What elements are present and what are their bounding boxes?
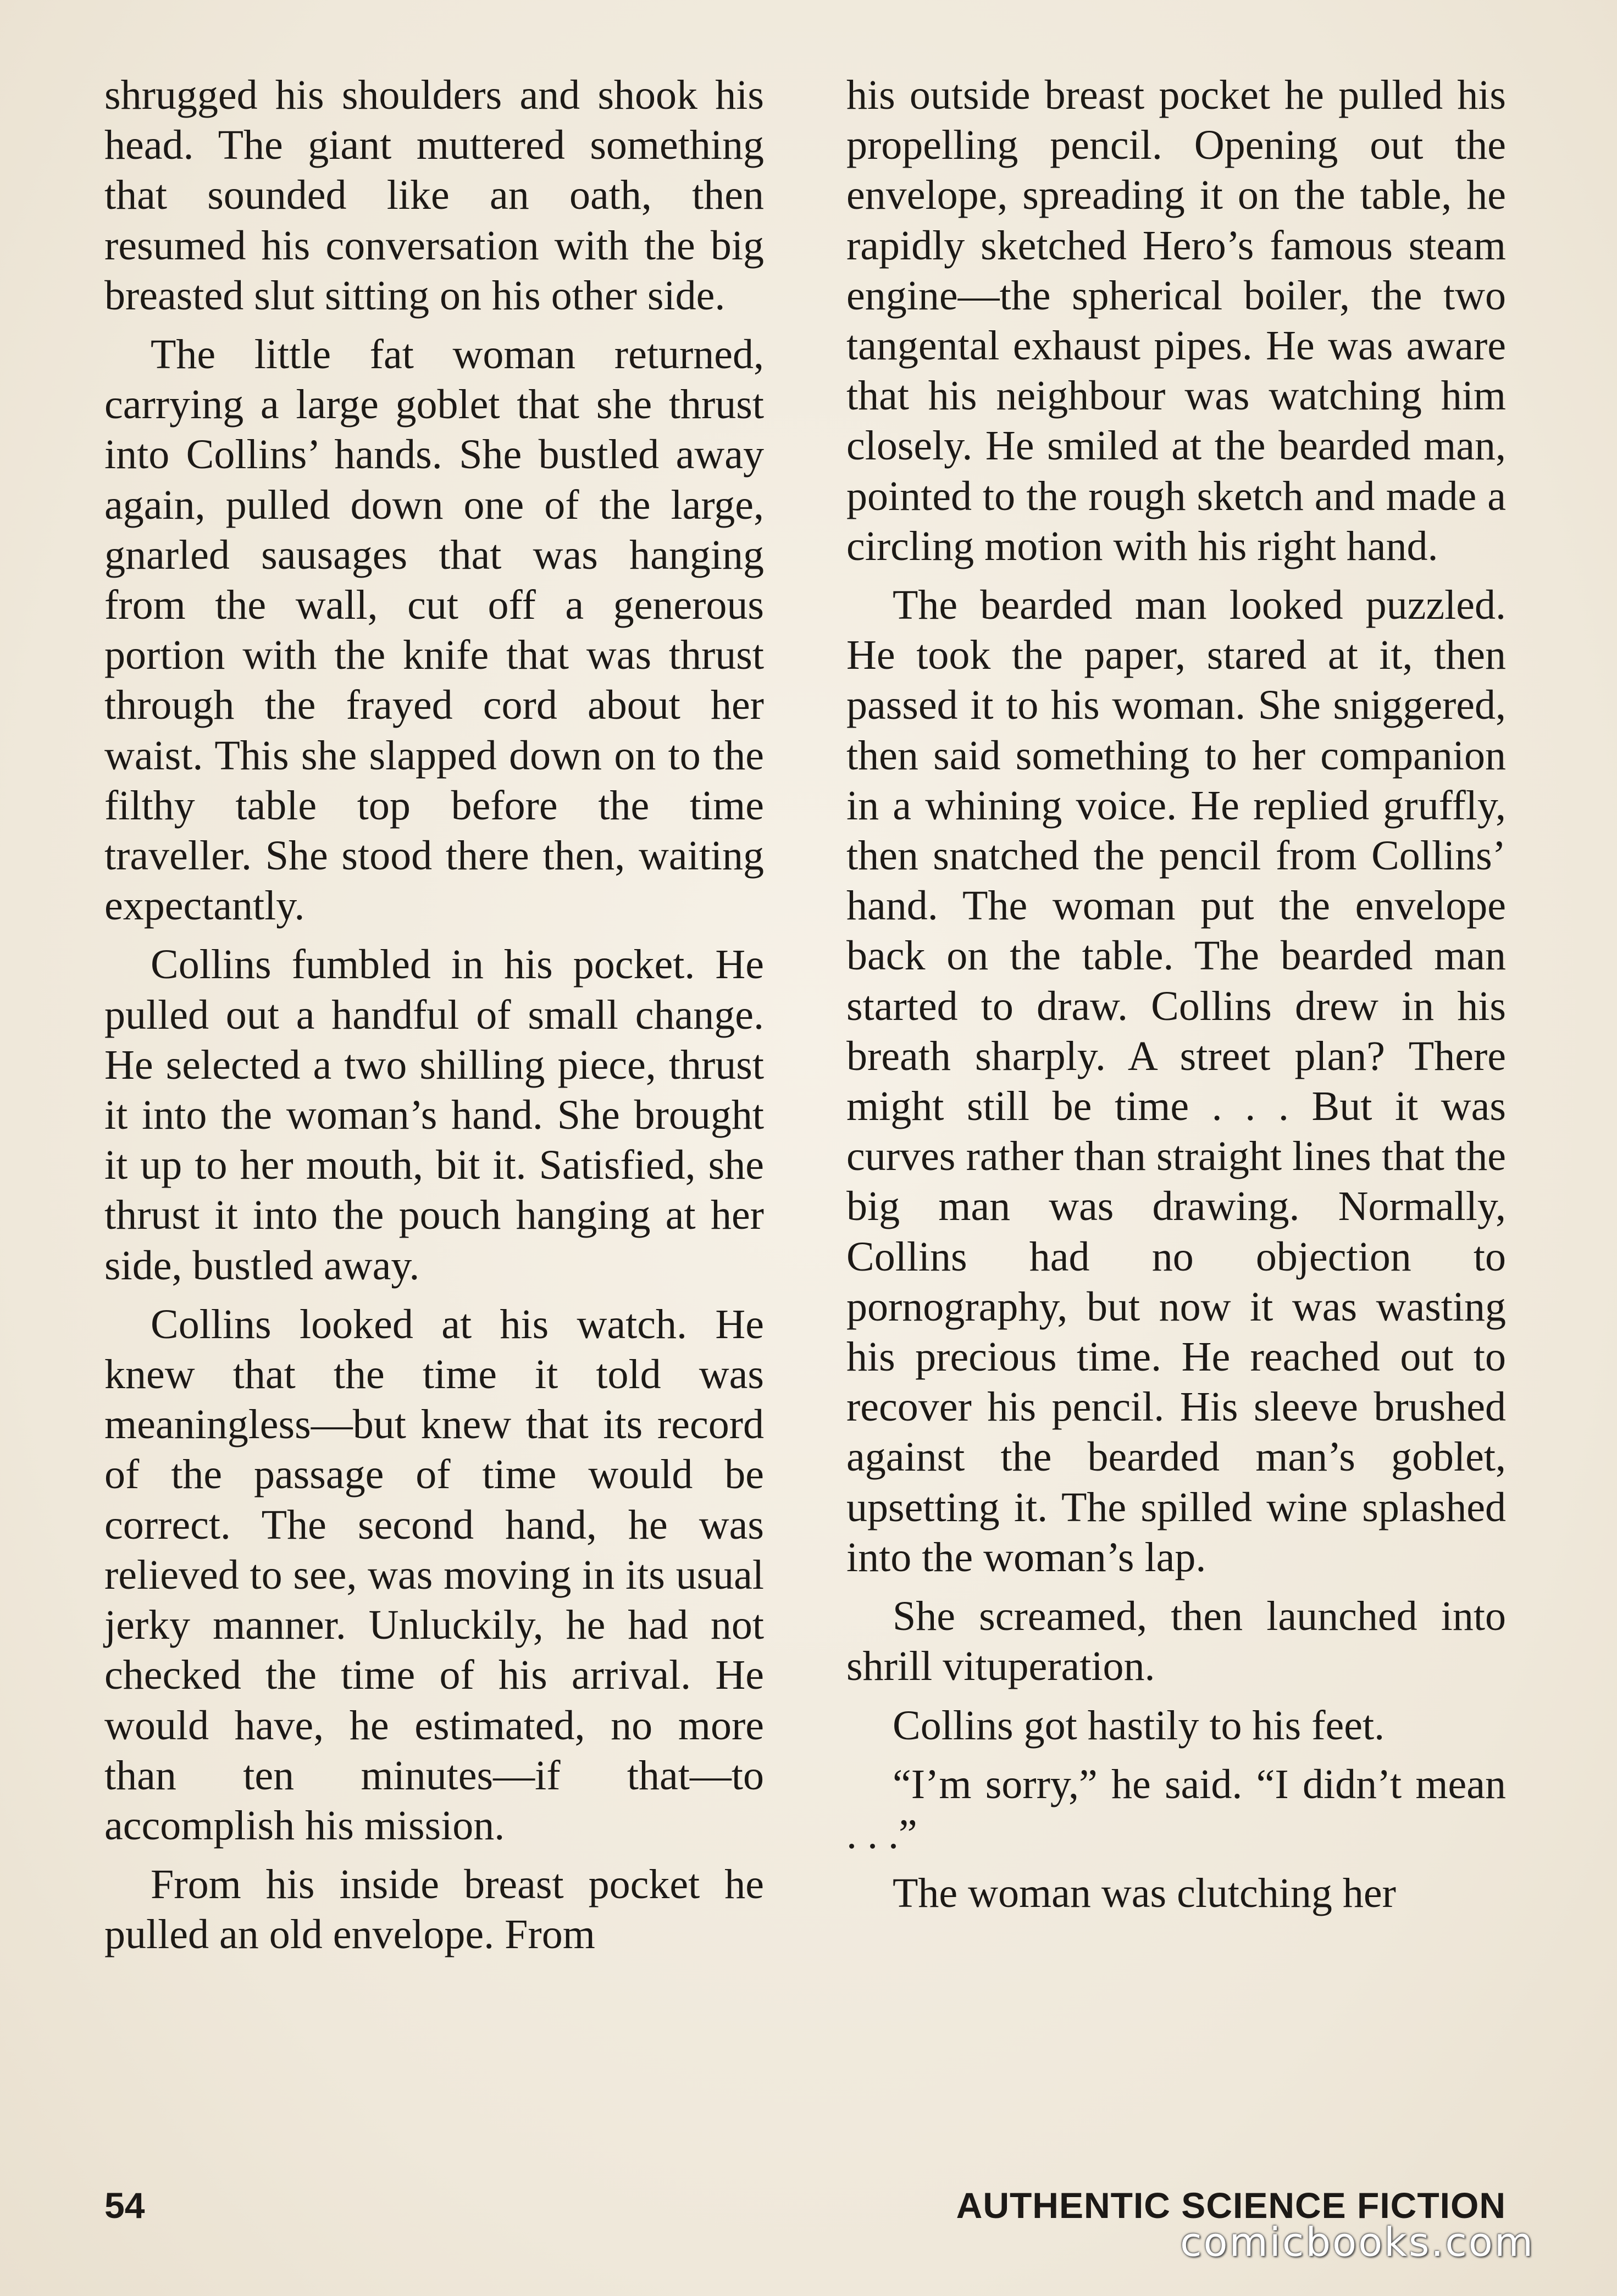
left-text-column: [104, 70, 764, 1969]
paragraph: She screamed, then launched into shrill vituperation.: [846, 1593, 1506, 1690]
watermark: comicbooks.com: [1179, 2219, 1535, 2265]
paragraph: The little fat woman returned, carrying a large goblet that she thrust into Collins’ hands. She bustled away again, pulled down one of the large, gnarled sausages that was hanging from the wall, cut off a generous portion with the knife that was thrust through the frayed cord about her waist. This she slapped down on to the filthy table top before the time traveller. She stood there then, waiting expectantly.: [104, 331, 764, 929]
paragraph: The bearded man looked puzzled. He took the paper, stared at it, then passed it to his woman. She sniggered, then said something to her companion in a whining voice. He replied gruffly, then snatched the pencil from Collins’ hand. The woman put the envelope back on the table. The bearded man started to draw. Collins drew in his breath sharply. A street plan? There might still be time . . . But it was curves rather than straight lines that the big man was drawing. Normally, Collins had no objection to pornography, but now it was wasting his precious time. He reached out to recover his pencil. His sleeve brushed against the bearded man’s goblet, upsetting it. The spilled wine splashed into the woman’s lap.: [846, 582, 1506, 1580]
page-number: 54: [104, 2185, 145, 2226]
paragraph: Collins looked at his watch. He knew that the time it told was meaningless—but knew that its record of the passage of time would be correct. The second hand, he was relieved to see, was moving in its usual jerky manner. Unluckily, he had not checked the time of his arrival. He would have, he estimated, no more than ten minutes—if that—to accomplish his mission.: [104, 1301, 764, 1849]
paragraph: Collins got hastily to his feet.: [893, 1702, 1385, 1749]
paragraph: The woman was clutching her: [893, 1870, 1396, 1917]
paragraph: “I’m sorry,” he said. “I didn’t mean . . .”: [846, 1761, 1506, 1857]
right-text-column: [846, 70, 1506, 1927]
paragraph: shrugged his shoulders and shook his head. The giant muttered something that sounded like an oath, then resumed his conversation with the big breasted slut sitting on his other side.: [104, 72, 764, 319]
paragraph: Collins fumbled in his pocket. He pulled out a handful of small change. He selected a two shilling piece, thrust it into the woman’s hand. She brought it up to her mouth, bit it. Satisfied, she thrust it into the pouch hanging at her side, bustled away.: [104, 941, 764, 1289]
paragraph: From his inside breast pocket he pulled an old envelope. From: [104, 1861, 764, 1958]
paragraph: his outside breast pocket he pulled his propelling pencil. Opening out the envelope, spreading it on the table, he rapidly sketched Hero’s famous steam engine—the spherical boiler, the two tangental exhaust pipes. He was aware that his neighbour was watching him closely. He smiled at the bearded man, pointed to the rough sketch and made a circling motion with his right hand.: [846, 72, 1506, 569]
running-head: AUTHENTIC SCIENCE FICTION: [956, 2185, 1506, 2226]
